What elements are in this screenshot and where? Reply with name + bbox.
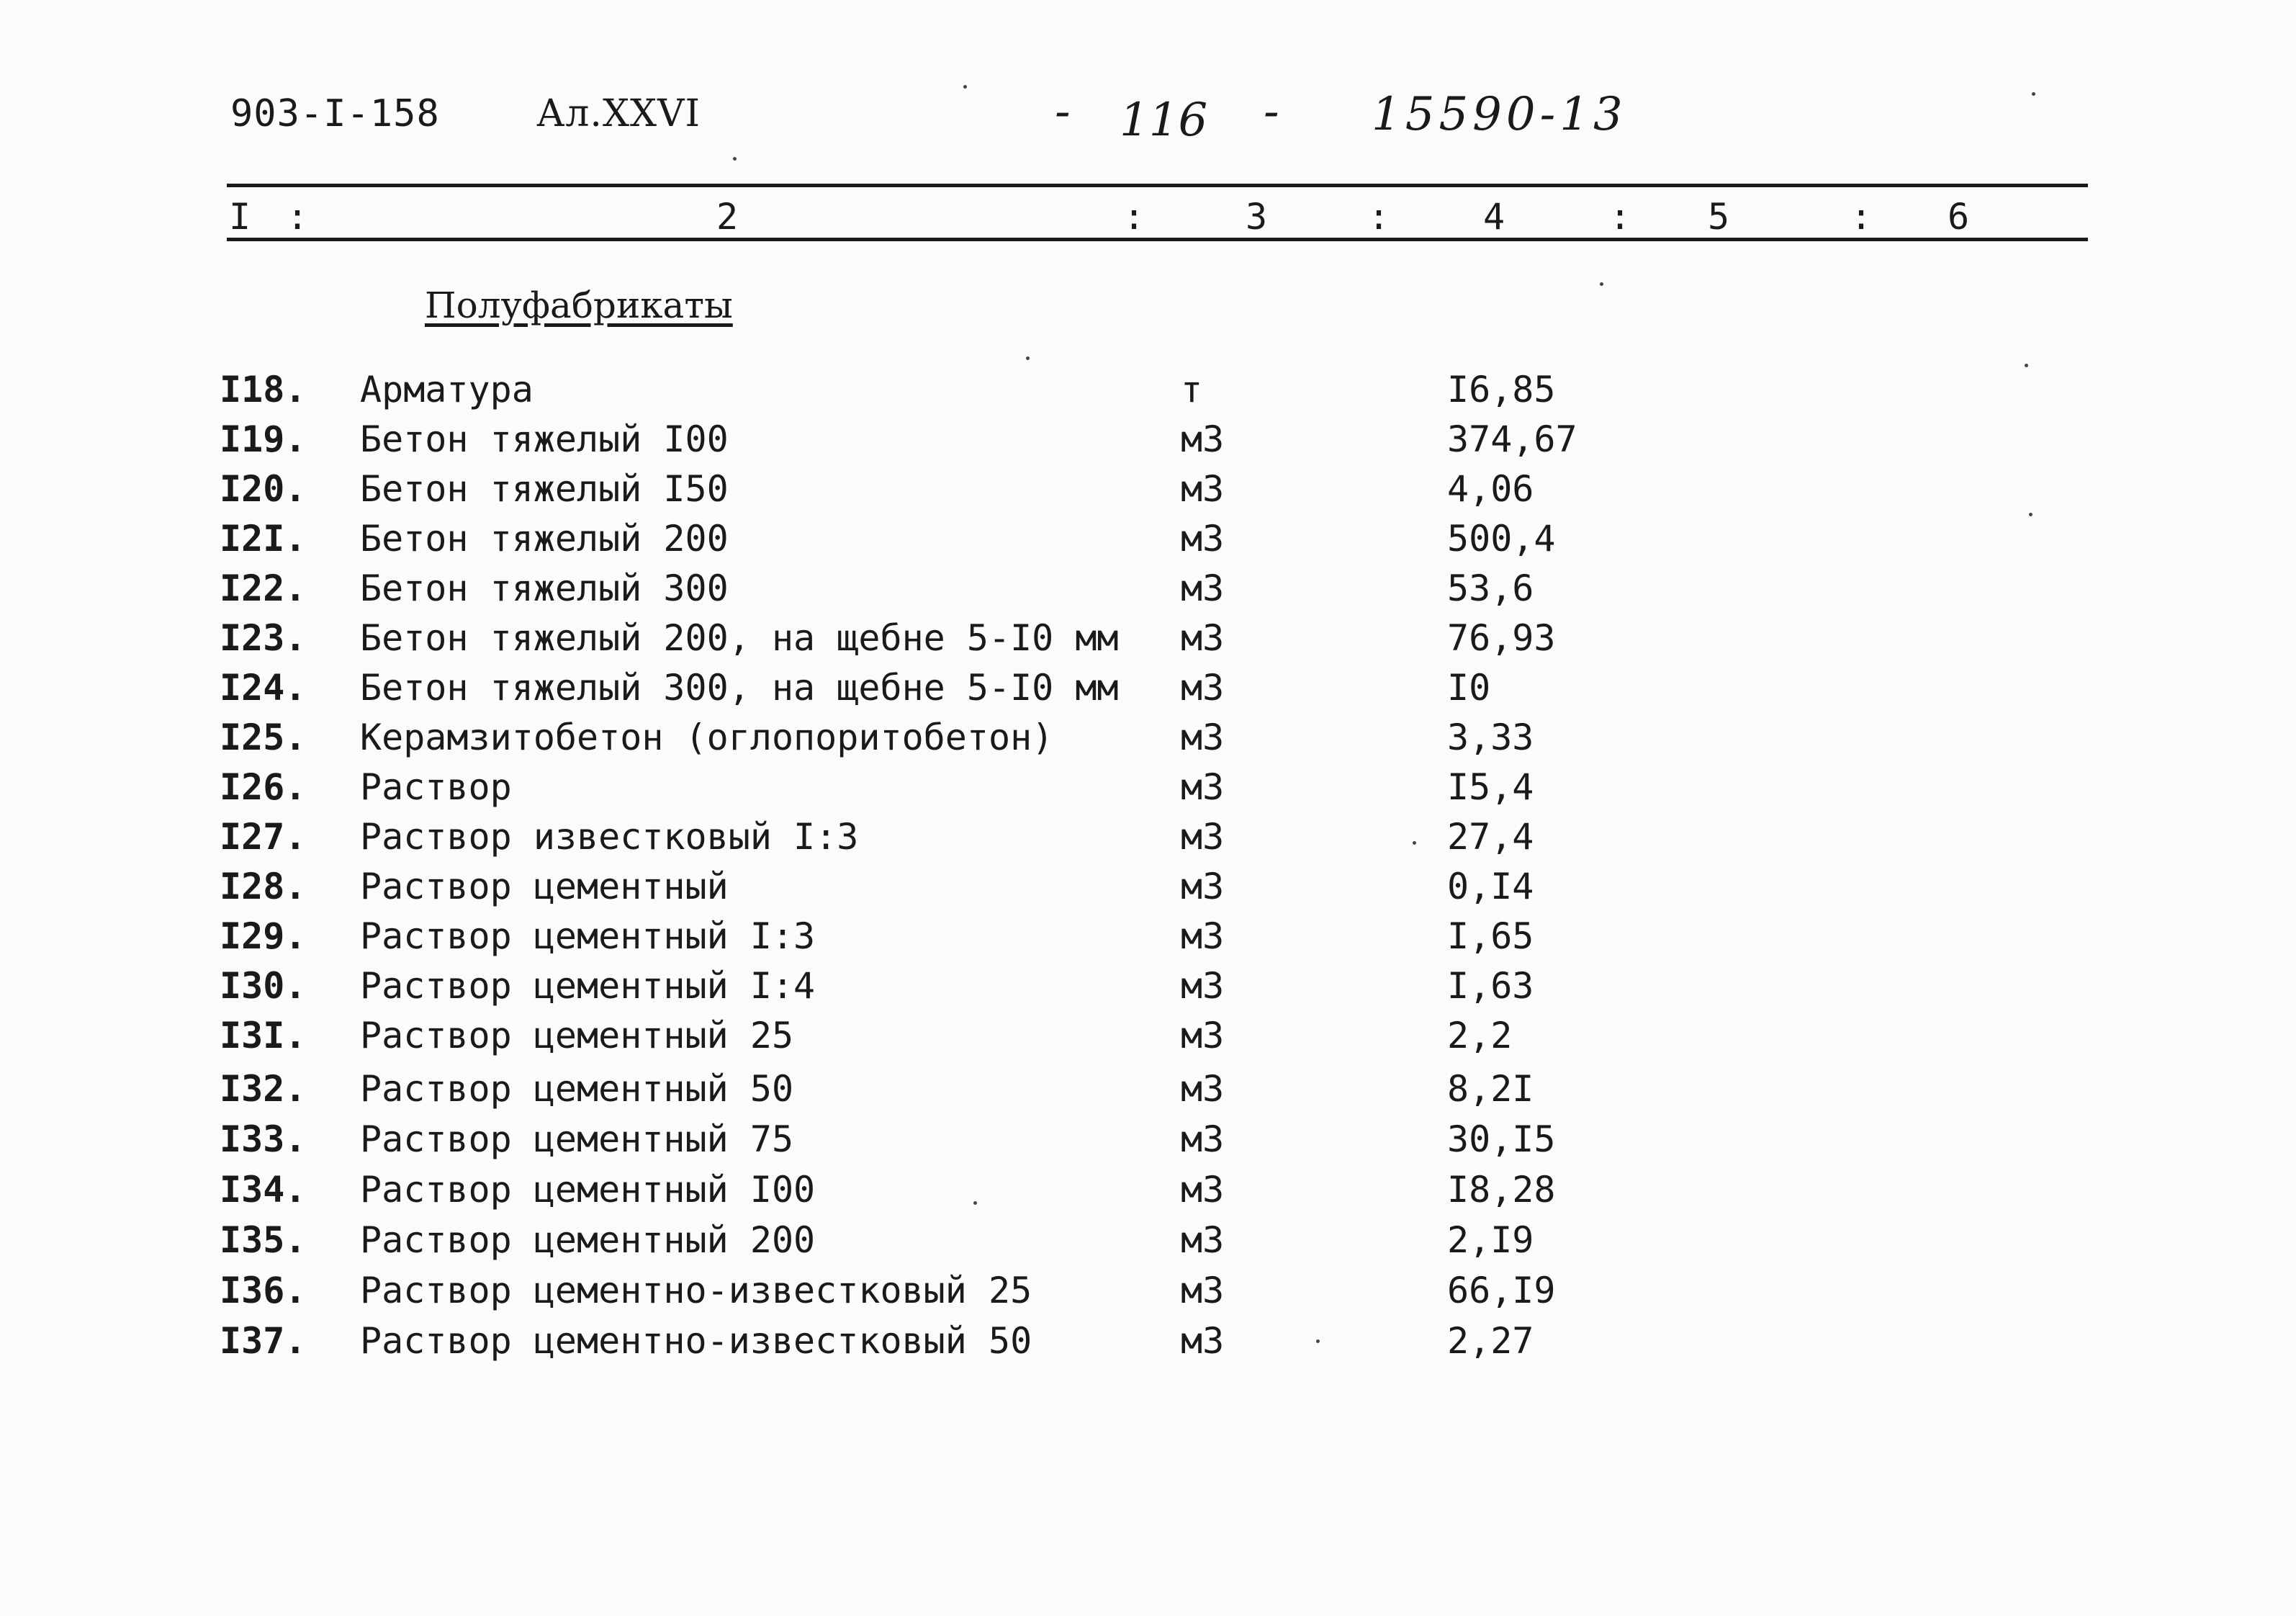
row-name: Раствор цементный 200 bbox=[360, 1219, 816, 1261]
row-number: I29. bbox=[220, 915, 307, 957]
row-unit: м3 bbox=[1181, 915, 1225, 957]
table-row bbox=[0, 1118, 2296, 1167]
row-unit: м3 bbox=[1181, 866, 1225, 907]
row-number: I35. bbox=[220, 1219, 307, 1261]
scan-speckle bbox=[973, 1201, 977, 1205]
table-row bbox=[0, 1068, 2296, 1117]
header-dash-right: - bbox=[1264, 85, 1279, 138]
scan-speckle bbox=[1600, 282, 1603, 286]
table-row bbox=[0, 418, 2296, 467]
row-number: I32. bbox=[220, 1068, 307, 1110]
row-quantity: 53,6 bbox=[1447, 567, 1534, 609]
table-row bbox=[0, 816, 2296, 865]
row-quantity: I6,85 bbox=[1447, 369, 1556, 410]
row-unit: м3 bbox=[1181, 816, 1225, 858]
row-name: Бетон тяжелый 300 bbox=[360, 567, 729, 609]
table-row bbox=[0, 717, 2296, 766]
row-number: I28. bbox=[220, 866, 307, 907]
table-row bbox=[0, 766, 2296, 815]
column-separator: : bbox=[1368, 196, 1390, 238]
row-quantity: 30,I5 bbox=[1447, 1118, 1556, 1160]
row-name: Раствор цементно-известковый 25 bbox=[360, 1270, 1032, 1311]
row-quantity: I,65 bbox=[1447, 915, 1534, 957]
table-row bbox=[0, 1169, 2296, 1218]
row-number: I37. bbox=[220, 1320, 307, 1362]
scan-speckle bbox=[733, 157, 737, 161]
row-number: I2I. bbox=[220, 518, 307, 560]
scan-speckle bbox=[2029, 513, 2032, 516]
section-title: Полуфабрикаты bbox=[425, 284, 733, 326]
row-unit: м3 bbox=[1181, 468, 1225, 510]
row-name: Раствор цементный 75 bbox=[360, 1118, 794, 1160]
header-top-rule bbox=[227, 184, 2088, 187]
row-unit: м3 bbox=[1181, 1270, 1225, 1311]
table-row bbox=[0, 667, 2296, 716]
table-row bbox=[0, 567, 2296, 616]
column-number-6: 6 bbox=[1948, 196, 1970, 238]
column-number-4: 4 bbox=[1483, 196, 1505, 238]
table-row bbox=[0, 617, 2296, 666]
row-quantity: 2,2 bbox=[1447, 1015, 1513, 1056]
row-unit: м3 bbox=[1181, 518, 1225, 560]
table-row bbox=[0, 866, 2296, 915]
row-name: Раствор цементно-известковый 50 bbox=[360, 1320, 1032, 1362]
row-unit: м3 bbox=[1181, 567, 1225, 609]
row-quantity: 374,67 bbox=[1447, 418, 1577, 460]
row-name: Раствор цементный bbox=[360, 866, 729, 907]
column-separator: : bbox=[287, 196, 309, 238]
scan-speckle bbox=[1026, 356, 1030, 360]
row-quantity: I5,4 bbox=[1447, 766, 1534, 808]
row-unit: м3 bbox=[1181, 1219, 1225, 1261]
row-number: I22. bbox=[220, 567, 307, 609]
row-name: Арматура bbox=[360, 369, 534, 410]
row-unit: м3 bbox=[1181, 717, 1225, 758]
row-name: Раствор bbox=[360, 766, 512, 808]
row-number: I26. bbox=[220, 766, 307, 808]
row-name: Раствор цементный I:3 bbox=[360, 915, 816, 957]
row-name: Раствор цементный I:4 bbox=[360, 965, 816, 1007]
row-unit: м3 bbox=[1181, 1118, 1225, 1160]
row-quantity: 0,I4 bbox=[1447, 866, 1534, 907]
table-row bbox=[0, 965, 2296, 1014]
row-quantity: 76,93 bbox=[1447, 617, 1556, 659]
sheet-label: Ал.XXVI bbox=[536, 92, 701, 135]
header-dash-left: - bbox=[1055, 85, 1071, 138]
row-number: I30. bbox=[220, 965, 307, 1007]
row-name: Бетон тяжелый 200, на щебне 5-I0 мм bbox=[360, 617, 1119, 659]
row-name: Раствор цементный 50 bbox=[360, 1068, 794, 1110]
row-number: I3I. bbox=[220, 1015, 307, 1056]
scan-speckle bbox=[2025, 364, 2028, 367]
row-quantity: 27,4 bbox=[1447, 816, 1534, 858]
row-number: I23. bbox=[220, 617, 307, 659]
row-quantity: 500,4 bbox=[1447, 518, 1556, 560]
page-number: 116 bbox=[1120, 94, 1208, 147]
row-quantity: 2,I9 bbox=[1447, 1219, 1534, 1261]
row-unit: т bbox=[1181, 369, 1203, 410]
table-row bbox=[0, 369, 2296, 418]
row-name: Раствор цементный 25 bbox=[360, 1015, 794, 1056]
column-separator: : bbox=[1850, 196, 1873, 238]
row-name: Бетон тяжелый I50 bbox=[360, 468, 729, 510]
row-number: I18. bbox=[220, 369, 307, 410]
row-quantity: 3,33 bbox=[1447, 717, 1534, 758]
scan-speckle bbox=[1413, 841, 1416, 845]
column-number-2: 2 bbox=[716, 196, 739, 238]
table-row bbox=[0, 1015, 2296, 1064]
row-quantity: I8,28 bbox=[1447, 1169, 1556, 1211]
row-name: Раствор цементный I00 bbox=[360, 1169, 816, 1211]
row-number: I24. bbox=[220, 667, 307, 709]
row-number: I20. bbox=[220, 468, 307, 510]
row-unit: м3 bbox=[1181, 667, 1225, 709]
header-bottom-rule bbox=[227, 238, 2088, 241]
column-number-3: 3 bbox=[1246, 196, 1268, 238]
document-code: 903-I-158 bbox=[230, 92, 440, 135]
row-unit: м3 bbox=[1181, 418, 1225, 460]
table-row bbox=[0, 468, 2296, 517]
row-unit: м3 bbox=[1181, 766, 1225, 808]
table-row bbox=[0, 1219, 2296, 1268]
row-quantity: I,63 bbox=[1447, 965, 1534, 1007]
column-number-1: I bbox=[229, 196, 251, 238]
row-name: Бетон тяжелый I00 bbox=[360, 418, 729, 460]
row-number: I36. bbox=[220, 1270, 307, 1311]
row-unit: м3 bbox=[1181, 1169, 1225, 1211]
column-separator: : bbox=[1609, 196, 1631, 238]
row-number: I19. bbox=[220, 418, 307, 460]
scan-speckle bbox=[963, 85, 967, 89]
row-quantity: I0 bbox=[1447, 667, 1491, 709]
row-number: I27. bbox=[220, 816, 307, 858]
row-unit: м3 bbox=[1181, 1320, 1225, 1362]
row-unit: м3 bbox=[1181, 1015, 1225, 1056]
row-number: I33. bbox=[220, 1118, 307, 1160]
row-number: I25. bbox=[220, 717, 307, 758]
row-quantity: 2,27 bbox=[1447, 1320, 1534, 1362]
table-row bbox=[0, 1320, 2296, 1369]
row-quantity: 66,I9 bbox=[1447, 1270, 1556, 1311]
row-quantity: 8,2I bbox=[1447, 1068, 1534, 1110]
scan-speckle bbox=[1316, 1339, 1320, 1343]
table-row bbox=[0, 1270, 2296, 1319]
table-row bbox=[0, 915, 2296, 964]
row-quantity: 4,06 bbox=[1447, 468, 1534, 510]
row-unit: м3 bbox=[1181, 617, 1225, 659]
row-name: Бетон тяжелый 200 bbox=[360, 518, 729, 560]
column-number-5: 5 bbox=[1708, 196, 1730, 238]
row-name: Бетон тяжелый 300, на щебне 5-I0 мм bbox=[360, 667, 1119, 709]
column-separator: : bbox=[1123, 196, 1145, 238]
row-name: Раствор известковый I:3 bbox=[360, 816, 859, 858]
row-unit: м3 bbox=[1181, 1068, 1225, 1110]
inventory-number: 15590-13 bbox=[1372, 88, 1627, 141]
row-name: Керамзитобетон (оглопоритобетон) bbox=[360, 717, 1054, 758]
table-row bbox=[0, 518, 2296, 567]
scan-speckle bbox=[2032, 92, 2035, 96]
row-unit: м3 bbox=[1181, 965, 1225, 1007]
row-number: I34. bbox=[220, 1169, 307, 1211]
